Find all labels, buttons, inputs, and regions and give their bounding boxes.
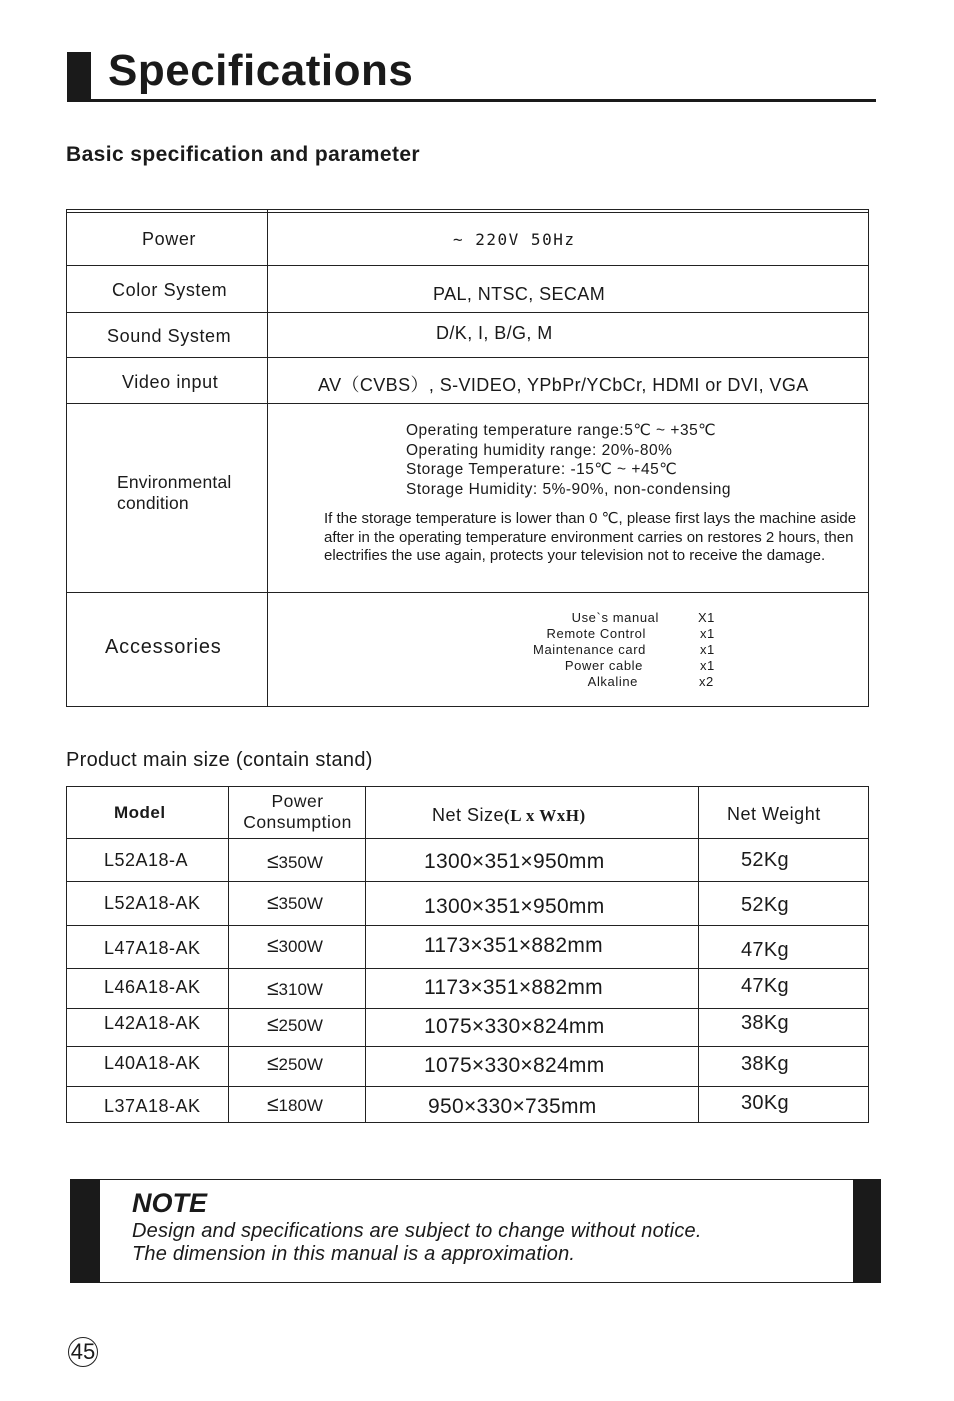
col-header-net-size-dims: (L x WxH) bbox=[504, 806, 586, 825]
spec-label-sound-system: Sound System bbox=[107, 326, 232, 346]
le-symbol: ≤ bbox=[267, 891, 279, 914]
prod-row-rule bbox=[67, 1008, 868, 1009]
accessory-qty: X1 bbox=[698, 610, 715, 625]
row-weight: 38Kg bbox=[741, 1053, 789, 1075]
row-model: L46A18-AK bbox=[104, 977, 201, 997]
spec-label-environmental-line2: condition bbox=[117, 493, 189, 513]
le-symbol: ≤ bbox=[267, 977, 279, 1000]
note-line-1: Design and specifications are subject to change without notice. bbox=[132, 1220, 702, 1242]
row-size: 1300×351×950mm bbox=[424, 850, 605, 873]
spec-row-rule bbox=[67, 265, 868, 266]
product-size-table bbox=[66, 786, 869, 1123]
prod-row-rule bbox=[67, 1046, 868, 1047]
row-power bbox=[267, 1013, 323, 1037]
accessory-qty: x1 bbox=[700, 642, 715, 657]
le-symbol: ≤ bbox=[267, 850, 279, 873]
prod-row-rule bbox=[67, 1086, 868, 1087]
row-power bbox=[267, 1093, 323, 1117]
row-power bbox=[267, 891, 323, 915]
spec-value-sound-system: D/K, I, B/G, M bbox=[436, 323, 553, 343]
section-heading-size: Product main size (contain stand) bbox=[66, 749, 373, 771]
title-bar-decoration bbox=[67, 52, 91, 101]
row-power-value: 350W bbox=[278, 894, 323, 913]
spec-row-rule bbox=[67, 592, 868, 593]
accessory-name: Remote Control bbox=[546, 626, 646, 641]
col-header-power-line1: Power bbox=[271, 791, 324, 811]
row-weight: 38Kg bbox=[741, 1012, 789, 1034]
row-weight: 47Kg bbox=[741, 939, 789, 961]
row-power bbox=[267, 934, 323, 958]
spec-row-rule bbox=[67, 403, 868, 404]
env-storage-note: If the storage temperature is lower than 0 ℃, please first lays the machine aside after in the operating temperature environment carries on restores 2 hours, then electrifies the use again, protects your television not to receive the damage. bbox=[324, 510, 857, 564]
row-model: L40A18-AK bbox=[104, 1053, 201, 1073]
col-header-power-line2: Consumption bbox=[243, 812, 352, 832]
col-header-net-size-label: Net Size bbox=[432, 805, 505, 825]
env-line: Operating temperature range:5℃ ~ +35℃ bbox=[406, 422, 717, 439]
row-size: 1173×351×882mm bbox=[424, 976, 603, 999]
env-line: Storage Humidity: 5%-90%, non-condensing bbox=[406, 480, 732, 498]
accessory-name: Alkaline bbox=[587, 674, 638, 689]
spec-label-video-input: Video input bbox=[122, 372, 219, 392]
section-heading-basic: Basic specification and parameter bbox=[66, 143, 420, 166]
row-weight: 52Kg bbox=[741, 849, 789, 871]
row-power bbox=[267, 1052, 323, 1076]
spec-label-environmental bbox=[117, 472, 231, 514]
row-power-value: 300W bbox=[278, 937, 323, 956]
spec-value-color-system: PAL, NTSC, SECAM bbox=[433, 284, 606, 304]
col-header-net-size bbox=[432, 805, 586, 826]
page-number: 45 bbox=[68, 1337, 98, 1367]
row-power bbox=[267, 850, 323, 874]
row-power-value: 350W bbox=[278, 853, 323, 872]
col-header-power bbox=[229, 791, 366, 833]
prod-row-rule bbox=[67, 968, 868, 969]
spec-table-top-rule bbox=[67, 212, 868, 213]
env-condition-list bbox=[406, 421, 731, 499]
row-power-value: 310W bbox=[278, 980, 323, 999]
row-power-value: 250W bbox=[278, 1055, 323, 1074]
row-model: L42A18-AK bbox=[104, 1013, 201, 1033]
accessory-qty: x2 bbox=[699, 674, 714, 689]
spec-label-color-system: Color System bbox=[112, 280, 228, 300]
spec-row-rule bbox=[67, 357, 868, 358]
accessory-name: Maintenance card bbox=[533, 642, 646, 657]
row-power-value: 180W bbox=[278, 1096, 323, 1115]
spec-label-environmental-line1: Environmental bbox=[117, 472, 232, 492]
spec-row-rule bbox=[67, 312, 868, 313]
prod-row-rule bbox=[67, 881, 868, 882]
row-model: L52A18-A bbox=[104, 850, 189, 870]
spec-label-accessories: Accessories bbox=[105, 636, 222, 658]
note-line-2: The dimension in this manual is a approximation. bbox=[132, 1243, 576, 1265]
le-symbol: ≤ bbox=[267, 1052, 279, 1075]
note-right-bar bbox=[853, 1179, 881, 1283]
row-size: 1300×351×950mm bbox=[424, 895, 605, 918]
spec-table-divider bbox=[267, 210, 268, 706]
le-symbol: ≤ bbox=[267, 1013, 279, 1036]
row-size: 1075×330×824mm bbox=[424, 1015, 605, 1038]
row-power-value: 250W bbox=[278, 1016, 323, 1035]
note-title: NOTE bbox=[132, 1188, 208, 1218]
spec-label-power: Power bbox=[142, 229, 197, 249]
accessory-quantities bbox=[698, 610, 715, 690]
accessory-names bbox=[533, 610, 659, 690]
spec-value-power: ~ 220V 50Hz bbox=[453, 230, 576, 249]
row-model: L37A18-AK bbox=[104, 1096, 201, 1116]
le-symbol: ≤ bbox=[267, 934, 279, 957]
accessory-qty: x1 bbox=[700, 626, 715, 641]
col-header-model: Model bbox=[114, 803, 166, 822]
accessory-qty: x1 bbox=[700, 658, 715, 673]
row-model: L47A18-AK bbox=[104, 938, 201, 958]
env-line: Operating humidity range: 20%-80% bbox=[406, 441, 673, 459]
row-power bbox=[267, 977, 323, 1001]
col-header-net-weight: Net Weight bbox=[727, 804, 821, 824]
row-model: L52A18-AK bbox=[104, 893, 201, 913]
row-size: 1075×330×824mm bbox=[424, 1054, 605, 1077]
row-size: 950×330×735mm bbox=[428, 1095, 597, 1118]
row-size: 1173×351×882mm bbox=[424, 934, 603, 957]
le-symbol: ≤ bbox=[267, 1093, 279, 1116]
title-underline bbox=[67, 99, 876, 102]
page-title: Specifications bbox=[108, 46, 414, 95]
accessory-name: Use`s manual bbox=[571, 610, 659, 625]
row-weight: 30Kg bbox=[741, 1092, 789, 1114]
spec-table bbox=[66, 209, 869, 707]
prod-row-rule bbox=[67, 925, 868, 926]
accessory-name: Power cable bbox=[564, 658, 643, 673]
env-line: Storage Temperature: -15℃ ~ +45℃ bbox=[406, 461, 678, 478]
prod-row-rule bbox=[67, 838, 868, 839]
spec-value-video-input: AV（CVBS）, S-VIDEO, YPbPr/YCbCr, HDMI or DVI, VGA bbox=[318, 375, 809, 395]
note-left-bar bbox=[70, 1179, 100, 1283]
row-weight: 52Kg bbox=[741, 894, 789, 916]
row-weight: 47Kg bbox=[741, 975, 789, 997]
